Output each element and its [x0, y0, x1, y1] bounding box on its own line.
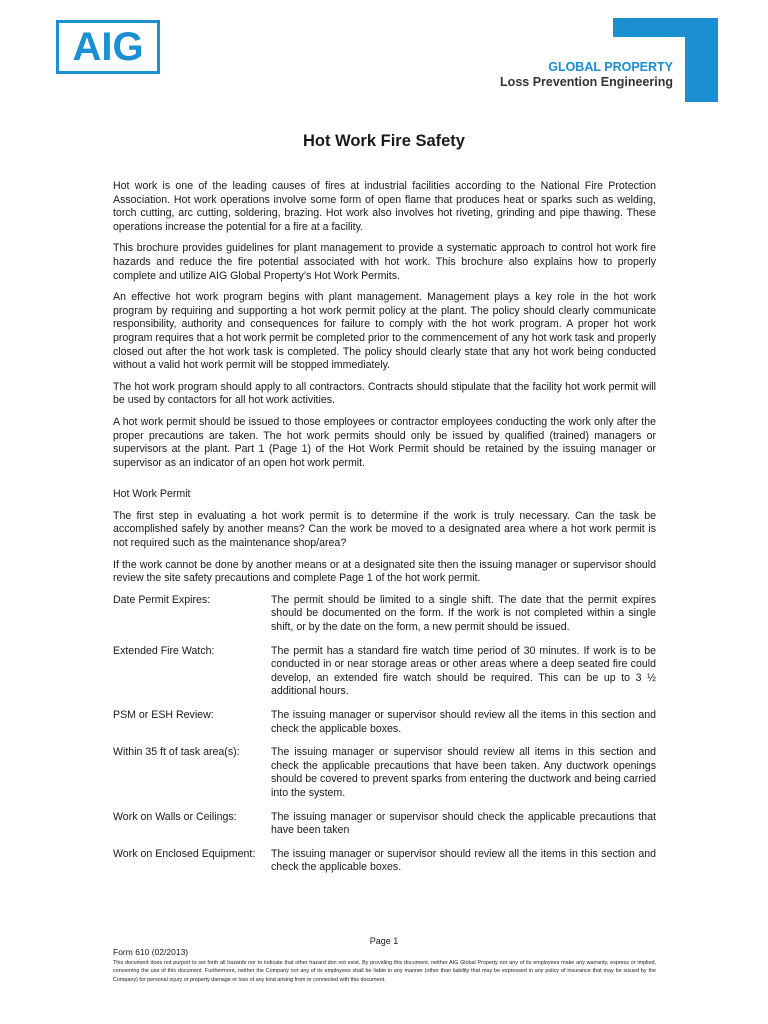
- aig-logo: [56, 20, 160, 74]
- field-description: The permit has a standard fire watch time period of 30 minutes. If work is to be conducted in or near storage areas or other areas where a deep seated fire could develop, an extended fire watch should be required. This can be up to 3 ½ additional hours.: [271, 644, 656, 698]
- field-row: [113, 709, 656, 736]
- department-header: [500, 60, 673, 90]
- field-label: Extended Fire Watch:: [113, 644, 215, 657]
- field-description: The issuing manager or supervisor should review all the items in this section and check the applicable boxes.: [271, 847, 656, 874]
- page-number: Page 1: [369, 936, 399, 946]
- permit-fields: [113, 594, 656, 875]
- dept-line-1: GLOBAL PROPERTY: [548, 60, 673, 74]
- corner-accent-side: [685, 18, 718, 102]
- field-row: [113, 811, 656, 838]
- field-label: Within 35 ft of task area(s):: [113, 746, 240, 759]
- page-title: Hot Work Fire Safety: [303, 132, 465, 150]
- field-row: [113, 746, 656, 800]
- paragraph: If the work cannot be done by another means or at a designated site then the issuing manager or supervisor should review the site safety precautions and complete Page 1 of the hot work permit.: [113, 558, 656, 585]
- paragraph: The first step in evaluating a hot work permit is to determine if the work is truly necessary. Can the task be accomplished safely by another means? Can the work be moved to a designated area where a hot work permit is not required such as the maintenance shop/area?: [113, 509, 656, 550]
- form-id: Form 610 (02/2013): [113, 947, 189, 957]
- field-label: Work on Walls or Ceilings:: [113, 810, 237, 823]
- paragraph: Hot work is one of the leading causes of fires at industrial facilities according to the National Fire Protection Association. Hot work operations involve some form of open flame that produces heat or sparks such as welding, torch cutting, arc cutting, soldering, brazing. Hot work also involves hot riveting, grinding and pipe thawing. These operations increase the potential for a fire at a facility.: [113, 180, 656, 233]
- dept-line-2: Loss Prevention Engineering: [500, 75, 673, 89]
- paragraph: A hot work permit should be issued to those employees or contractor employees conducting the work only after the proper precautions are taken. The hot work permits should only be issued by qualified (trained) managers or supervisors at the plant. Part 1 (Page 1) of the Hot Work Permit should be retained by the issuing manager or supervisor as an indicator of an open hot work permit.: [113, 415, 656, 469]
- field-label: Work on Enclosed Equipment:: [113, 847, 256, 860]
- field-description: The issuing manager or supervisor should check the applicable precautions that have been taken: [271, 810, 656, 837]
- field-description: The issuing manager or supervisor should review all the items in this section and check the applicable boxes.: [271, 709, 656, 735]
- field-row: [113, 848, 656, 875]
- logo-text: AIG: [72, 25, 144, 69]
- field-row: [113, 594, 656, 635]
- paragraph: This brochure provides guidelines for plant management to provide a systematic approach to control hot work fire hazards and reduce the fire potential associated with hot work. This brochure also explains how to properly complete and utilize AIG Global Property’s Hot Work Permits.: [113, 242, 656, 282]
- field-label: Date Permit Expires:: [113, 593, 211, 606]
- field-description: The issuing manager or supervisor should review all items in this section and check the applicable precautions that have been taken. Any ductwork openings should be covered to prevent sparks from entering the ductwork and being carried into the system.: [271, 746, 656, 799]
- body-text: [113, 180, 656, 885]
- field-description: The permit should be limited to a single shift. The date that the permit expires should be documented on the form. If the work is not completed within a single shift, or by the date on the form, a new permit should be issued.: [271, 593, 656, 634]
- field-label: PSM or ESH Review:: [113, 709, 214, 721]
- disclaimer: This document does not purport to set forth all hazards nor to indicate that other hazard don not exist. By providing this document, neither AIG Global Property nor any of its employees make any warranty, express or implied, concerning the use of this document. Furthermore, neither the Company nor any of its employees shall be liable in any manner (other than liability that may be expressed in any policy of insurance that may be issued by the Company) for personal injury or property damage or loss of any kind arising from or connected with this document.: [113, 960, 656, 983]
- paragraph: An effective hot work program begins with plant management. Management plays a key role in the hot work program by requiring and supporting a hot work permit policy at the plant. The policy should clearly communicate responsibility, authority and consequences for failure to comply with the hot work program. A proper hot work program requires that a hot work permit be completed prior to the commencement of any hot work task and properly closed out after the hot work task is completed. The policy should clearly state that any hot work being conducted without a valid hot work permit will be stopped immediately.: [113, 291, 656, 372]
- section-heading: Hot Work Permit: [113, 488, 191, 501]
- field-row: [113, 645, 656, 699]
- paragraph: The hot work program should apply to all contractors. Contracts should stipulate that the facility hot work permit will be used by contactors for all hot work activities.: [113, 380, 656, 407]
